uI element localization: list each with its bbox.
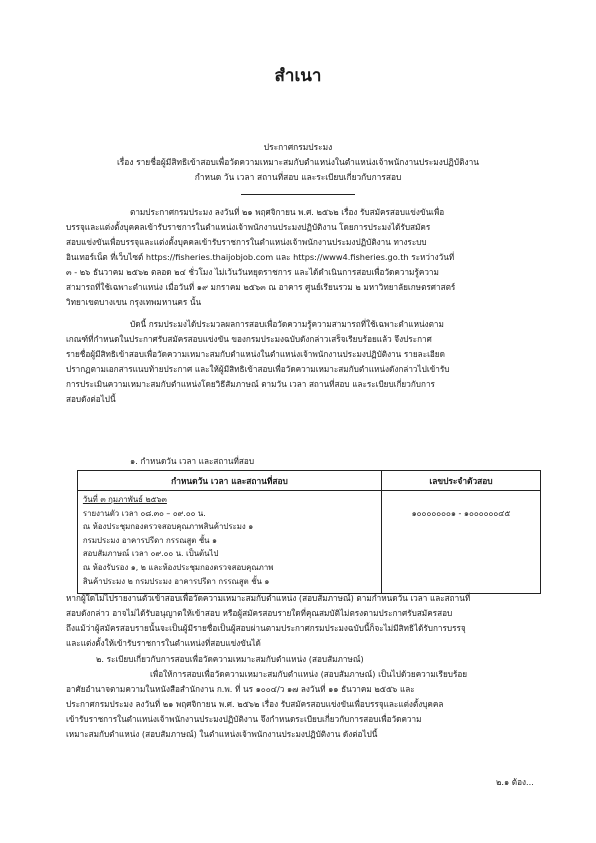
paragraph-line: อินเทอร์เน็ต ที่เว็บไซต์ https://fisheries.thaijobjob.com และ https://www4.fisheries.go.th ระหว่างวันที่ [66, 252, 455, 262]
paragraph-line: เกณฑ์ที่กำหนดในประกาศรับสมัครสอบแข่งขัน ของกรมประมงฉบับดังกล่าวเสร็จเรียบร้อยแล้ว จึงประกาศ [66, 334, 432, 344]
paragraph-line: หากผู้ใดไม่ไปรายงานตัวเข้าสอบเพื่อวัดความเหมาะสมกับตำแหน่ง (สอบสัมภาษณ์) ตามกำหนดวัน เวลา และสถานที่ [66, 593, 471, 603]
section-1-heading: ๑. กำหนดวัน เวลา และสถานที่สอบ [130, 456, 255, 466]
schedule-table [77, 470, 541, 594]
exam-id-cell [382, 491, 541, 594]
interview-room: ณ ห้องรับรอง ๑, ๒ และห้องประชุมกองตรวจสอบคุณภาพ [82, 562, 274, 572]
paragraph-line: ๓ - ๒๖ ธันวาคม ๒๕๖๒ ตลอด ๒๔ ชั่วโมง ไม่เว้นวันหยุดราชการ และได้ดำเนินการสอบเพื่อวัดความรู้ความ [66, 267, 439, 277]
interview-building: สินค้าประมง ๒ กรมประมง อาคารปรีดา กรรณสูต ชั้น ๑ [82, 576, 270, 586]
exam-id-range: ๑๐๐๐๐๐๐๐๑ - ๑๐๐๐๐๐๐๔๕ [411, 509, 511, 518]
section-2-heading: ๒. ระเบียบเกี่ยวกับการสอบเพื่อวัดความเหมาะสมกับตำแหน่ง (สอบสัมภาษณ์) [96, 654, 364, 664]
interview-time: สอบสัมภาษณ์ เวลา ๐๙.๐๐ น. เป็นต้นไป [82, 549, 219, 559]
paragraph-line: อาศัยอำนาจตามความในหนังสือสำนักงาน ก.พ. ที่ นร ๑๐๐๔/ว ๑๗ ลงวันที่ ๑๑ ธันวาคม ๒๕๕๖ และ [66, 684, 415, 694]
table-header-schedule: กำหนดวัน เวลา และสถานที่สอบ [78, 471, 382, 491]
document-title: สำเนา [274, 66, 322, 86]
table-header-exam-id: เลขประจำตัวสอบ [382, 471, 541, 491]
paragraph-line: การประเมินความเหมาะสมกับตำแหน่งโดยวิธีสัมภาษณ์ ตามวัน เวลา สถานที่สอบ และระเบียบเกี่ยวกับการ [66, 379, 435, 389]
paragraph-line: วิทยาเขตบางเขน กรุงเทพมหานคร นั้น [66, 297, 202, 307]
subject-line-1: เรื่อง รายชื่อผู้มีสิทธิเข้าสอบเพื่อวัดความเหมาะสมกับตำแหน่งในตำแหน่งเจ้าพนักงานประมงปฏิบัติงาน [116, 157, 480, 167]
announcement-heading: ประกาศกรมประมง [263, 142, 333, 152]
paragraph-line: ปรากฏตามเอกสารแนบท้ายประกาศ และให้ผู้มีสิทธิเข้าสอบเพื่อวัดความเหมาะสมกับตำแหน่งดังกล่าวไปเข้ารับ [66, 364, 450, 374]
paragraph-line: ตามประกาศกรมประมง ลงวันที่ ๒๑ พฤศจิกายน พ.ศ. ๒๕๖๒ เรื่อง รับสมัครสอบแข่งขันเพื่อ [130, 207, 445, 217]
paragraph-line: ประกาศกรมประมง ลงวันที่ ๒๑ พฤศจิกายน พ.ศ. ๒๕๖๒ เรื่อง รับสมัครสอบแข่งขันเพื่อบรรจุและแต่งตั้งบุคคล [66, 699, 444, 709]
subject-line-2: กำหนด วัน เวลา สถานที่สอบ และระเบียบเกี่ยวกับการสอบ [194, 172, 402, 182]
check-in-time: รายงานตัว เวลา ๐๘.๓๐ – ๐๙.๐๐ น. [82, 508, 206, 518]
exam-date: วันที่ ๓ กุมภาพันธ์ ๒๕๖๓ [82, 495, 167, 504]
continuation-marker: ๒.๑ ต้อง... [496, 777, 534, 787]
paragraph-line: บรรจุและแต่งตั้งบุคคลเข้ารับราชการในตำแหน่งเจ้าพนักงานประมงปฏิบัติงาน โดยการประมงได้รับสมัคร [66, 222, 431, 232]
paragraph-line: รายชื่อผู้มีสิทธิเข้าสอบเพื่อวัดความเหมาะสมกับตำแหน่งในตำแหน่งเจ้าพนักงานประมงปฏิบัติงาน รายละเอียด [66, 349, 445, 359]
paragraph-line: และแต่งตั้งให้เข้ารับราชการในตำแหน่งที่สอบแข่งขันได้ [66, 638, 261, 648]
heading-divider [241, 194, 355, 195]
paragraph-line: ถึงแม้ว่าผู้สมัครสอบรายนั้นจะเป็นผู้มีรายชื่อเป็นผู้สอบผ่านตามประกาศกรมประมงฉบับนี้ก็จะไม่มีสิทธิได้รับการบรรจุ [66, 623, 466, 633]
paragraph-line: สามารถที่ใช้เฉพาะตำแหน่ง เมื่อวันที่ ๑๙ มกราคม ๒๕๖๓ ณ อาคาร ศูนย์เรียนรวม ๒ มหาวิทยาลัยเกษตรศาสตร์ [66, 282, 456, 292]
table-header-row [78, 471, 541, 491]
paragraph-line: สอบดังต่อไปนี้ [66, 394, 116, 404]
paragraph-line: เหมาะสมกับตำแหน่ง (สอบสัมภาษณ์) ในตำแหน่งเจ้าพนักงานประมงปฏิบัติงาน ดังต่อไปนี้ [66, 729, 378, 739]
paragraph-line: บัดนี้ กรมประมงได้ประมวลผลการสอบเพื่อวัดความรู้ความสามารถที่ใช้เฉพาะตำแหน่งตาม [130, 319, 444, 329]
paragraph-line: สอบดังกล่าว อาจไม่ได้รับอนุญาตให้เข้าสอบ หรือผู้สมัครสอบรายใดที่คุณสมบัติไม่ตรงตามประกาศรับสมัครสอบ [66, 608, 453, 618]
paragraph-line: สอบแข่งขันเพื่อบรรจุและแต่งตั้งบุคคลเข้ารับราชการในตำแหน่งเจ้าพนักงานประมงปฏิบัติงาน ทางระบบ [66, 237, 427, 247]
paragraph-line: เข้ารับราชการในตำแหน่งเจ้าพนักงานประมงปฏิบัติงาน จึงกำหนดระเบียบเกี่ยวกับการสอบเพื่อวัดความ [66, 714, 422, 724]
paragraph-line: เพื่อให้การสอบเพื่อวัดความเหมาะสมกับตำแหน่ง (สอบสัมภาษณ์) เป็นไปด้วยความเรียบร้อย [150, 669, 468, 679]
table-row [78, 491, 541, 594]
check-in-room: ณ ห้องประชุมกองตรวจสอบคุณภาพสินค้าประมง ๑ [82, 522, 254, 532]
check-in-building: กรมประมง อาคารปรีดา กรรณสูต ชั้น ๑ [82, 535, 218, 545]
schedule-cell [78, 491, 382, 594]
